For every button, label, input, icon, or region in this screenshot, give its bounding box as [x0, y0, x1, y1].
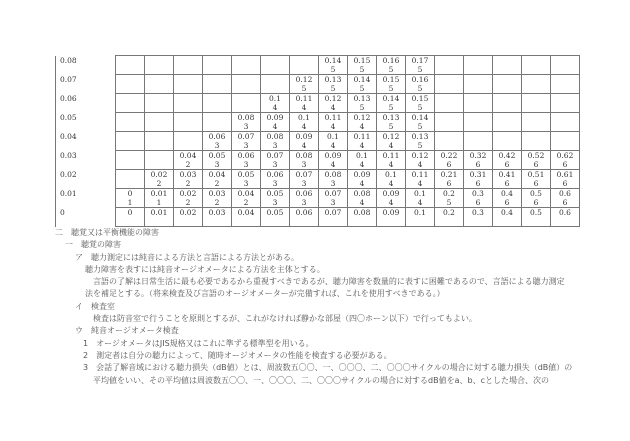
table-cell: 0.1 4 [319, 132, 348, 151]
table-cell: 0.09 4 [290, 132, 319, 151]
text-line: イ 検査室 [75, 301, 115, 311]
table-cell [493, 75, 522, 94]
row-label: 0.01 [56, 189, 116, 208]
table-cell: 0.07 3 [290, 170, 319, 189]
table-cell: 0.42 6 [493, 151, 522, 170]
table-cell [174, 75, 203, 94]
table-row [56, 151, 580, 170]
table-cell: 0.1 4 [261, 94, 290, 113]
table-cell [435, 94, 464, 113]
table-cell: 0.08 3 [319, 170, 348, 189]
table-cell [145, 94, 174, 113]
table-cell [522, 94, 551, 113]
table-cell [551, 75, 580, 94]
table-cell [174, 113, 203, 132]
table-cell: 0.22 6 [435, 151, 464, 170]
table-cell: 0.1 4 [290, 113, 319, 132]
table-cell: 0.13 5 [377, 113, 406, 132]
table-cell [464, 94, 493, 113]
row-label: 0.03 [56, 151, 116, 170]
table-cell [145, 56, 174, 75]
table-cell: 0.07 3 [261, 151, 290, 170]
text-line: 2 測定者は自分の聴力によって、随時オージオメータの性能を検査する必要がある。 [83, 350, 392, 360]
table-cell [493, 56, 522, 75]
table-cell [464, 132, 493, 151]
table-cell: 0.14 5 [319, 56, 348, 75]
table-cell [116, 170, 145, 189]
table-cell: 0.61 6 [551, 170, 580, 189]
table-cell [551, 113, 580, 132]
table-row [56, 170, 580, 189]
table-cell [116, 56, 145, 75]
row-label: 0.04 [56, 132, 116, 151]
text-line: 聴力障害を表すには純音オージオメータによる方法を主体とする。 [85, 264, 325, 274]
table-cell: 0.51 6 [522, 170, 551, 189]
table-cell: 0.06 [290, 208, 319, 227]
table-cell: 0.09 4 [319, 151, 348, 170]
row-label: 0.06 [56, 94, 116, 113]
table-cell: 0.12 4 [406, 151, 435, 170]
table-cell: 0.06 3 [261, 170, 290, 189]
row-label: 0.07 [56, 75, 116, 94]
table-cell: 0.01 1 [145, 189, 174, 208]
table-cell [232, 75, 261, 94]
table-cell: 0.04 2 [232, 189, 261, 208]
table-cell [522, 132, 551, 151]
table-cell: 0.1 4 [377, 170, 406, 189]
table-cell: 0.41 6 [493, 170, 522, 189]
table-cell: 0.02 2 [174, 189, 203, 208]
table-cell: 0.01 [145, 208, 174, 227]
text-line: ウ 純音オージオメータ検査 [75, 326, 179, 336]
table-cell [203, 75, 232, 94]
table-cell: 0.09 [377, 208, 406, 227]
table-cell [464, 75, 493, 94]
table-cell [464, 113, 493, 132]
table-cell [116, 94, 145, 113]
table-cell: 0.11 4 [377, 151, 406, 170]
row-label: 0.02 [56, 170, 116, 189]
table-cell: 0.14 5 [406, 113, 435, 132]
table-cell: 0.02 2 [145, 170, 174, 189]
table-cell: 0.06 3 [290, 189, 319, 208]
table-cell [203, 94, 232, 113]
table-cell [116, 132, 145, 151]
table-cell [522, 56, 551, 75]
table-cell: 0.04 2 [174, 151, 203, 170]
table-cell: 0.11 4 [406, 170, 435, 189]
table-cell: 0.05 3 [203, 151, 232, 170]
table-cell: 0.09 4 [377, 189, 406, 208]
text-line: 一 聴覚の障害 [65, 240, 121, 250]
table-cell [290, 56, 319, 75]
text-line: 3 会話了解音域における聴力損失（dB値）とは、周波数五〇〇、一、〇〇〇、二、〇〇〇サイクルの場合に対する聴力損失（dB値）の [83, 363, 573, 373]
table-cell [261, 56, 290, 75]
table-cell: 0.14 5 [377, 94, 406, 113]
row-label: 0.05 [56, 113, 116, 132]
table-row [56, 208, 580, 227]
table-cell: 0.03 [203, 208, 232, 227]
table-cell [522, 113, 551, 132]
table-cell: 0.31 6 [464, 170, 493, 189]
table-cell: 0.06 3 [232, 151, 261, 170]
table-cell: 0.15 5 [348, 56, 377, 75]
table-cell: 0.15 5 [377, 75, 406, 94]
table-cell: 0.6 [551, 208, 580, 227]
table-cell: 0.06 3 [203, 132, 232, 151]
table-cell: 0.11 4 [290, 94, 319, 113]
table-cell: 0.07 3 [232, 132, 261, 151]
table-cell: 0.03 2 [203, 189, 232, 208]
text-line: 平均値をいい、その平均値は周波数五〇〇、一、〇〇〇、二、〇〇〇サイクルの場合に対するdB値をa、b、cとした場合、次の [93, 375, 549, 385]
table-row [56, 113, 580, 132]
table-cell: 0.07 [319, 208, 348, 227]
table-cell: 0.52 6 [522, 151, 551, 170]
table-cell: 0.11 4 [319, 113, 348, 132]
row-label: 0 [56, 208, 116, 227]
table-cell: 0.03 2 [174, 170, 203, 189]
table-cell: 0.62 6 [551, 151, 580, 170]
row-label: 0.08 [56, 56, 116, 75]
table-cell: 0.04 2 [203, 170, 232, 189]
table-cell [174, 56, 203, 75]
table-cell: 0.08 3 [261, 132, 290, 151]
table-cell: 0.13 5 [319, 75, 348, 94]
table-cell: 0.4 6 [493, 189, 522, 208]
table-cell: 0.21 6 [435, 170, 464, 189]
table-cell [493, 94, 522, 113]
text-line: 法を補足とする。（将来検査及び言語のオージオメーターが完備すれば、これを使用すべきである。） [85, 289, 445, 299]
table-cell [435, 75, 464, 94]
table-cell: 0 1 [116, 189, 145, 208]
table-cell: 0.6 6 [551, 189, 580, 208]
document-body [55, 227, 572, 387]
table-cell [435, 113, 464, 132]
table-cell: 0.5 6 [522, 189, 551, 208]
table-cell: 0.13 5 [406, 132, 435, 151]
table-row [56, 75, 580, 94]
table-cell [435, 56, 464, 75]
table-cell: 0.05 3 [232, 170, 261, 189]
table-cell [493, 113, 522, 132]
table-cell: 0.1 4 [348, 151, 377, 170]
text-line: 言語の了解は日常生活に最も必要であるから重視すべきであるが、聴力障害を数量的に表すに困難であるので、言語による聴力測定 [93, 277, 565, 287]
table-cell [232, 56, 261, 75]
table-cell [174, 94, 203, 113]
text-line: 二 聴覚又は平衡機能の障害 [55, 228, 159, 237]
table-cell: 0.13 5 [348, 94, 377, 113]
table-cell: 0.12 5 [290, 75, 319, 94]
table-cell [551, 132, 580, 151]
table-cell [203, 56, 232, 75]
table-cell: 0.09 4 [261, 113, 290, 132]
table-cell: 0.08 [348, 208, 377, 227]
table-cell [145, 113, 174, 132]
table-cell: 0.17 5 [406, 56, 435, 75]
table-cell: 0.11 4 [348, 132, 377, 151]
table-cell [174, 132, 203, 151]
table-row [56, 56, 580, 75]
table-cell: 0.32 6 [464, 151, 493, 170]
table-cell [145, 151, 174, 170]
table-cell: 0.12 4 [319, 94, 348, 113]
table-cell: 0.12 4 [348, 113, 377, 132]
table-cell: 0.08 3 [232, 113, 261, 132]
table-cell [493, 132, 522, 151]
table-cell: 0.12 4 [377, 132, 406, 151]
table-cell: 0.3 [464, 208, 493, 227]
table-cell: 0.16 5 [406, 75, 435, 94]
table-cell: 0.2 [435, 208, 464, 227]
table-cell [116, 113, 145, 132]
hearing-value-table [55, 55, 580, 227]
table-cell: 0.5 [522, 208, 551, 227]
table-row [56, 132, 580, 151]
table-cell: 0.07 3 [319, 189, 348, 208]
table-cell: 0.4 [493, 208, 522, 227]
table-cell [145, 75, 174, 94]
table-cell: 0.05 [261, 208, 290, 227]
table-cell: 0.02 [174, 208, 203, 227]
table-cell: 0 [116, 208, 145, 227]
table-cell [551, 56, 580, 75]
table-cell [522, 75, 551, 94]
table-cell: 0.2 5 [435, 189, 464, 208]
table-cell [145, 132, 174, 151]
table-cell [116, 151, 145, 170]
table-row [56, 189, 580, 208]
text-line: 1 オージオメータはJIS規格又はこれに準ずる標準型を用いる。 [83, 338, 314, 348]
table-cell: 0.3 6 [464, 189, 493, 208]
table-cell: 0.1 4 [406, 189, 435, 208]
table-row [56, 94, 580, 113]
table-cell [116, 75, 145, 94]
table-cell [261, 75, 290, 94]
table-cell: 0.16 5 [377, 56, 406, 75]
table-cell: 0.14 5 [348, 75, 377, 94]
table-cell: 0.15 5 [406, 94, 435, 113]
table-cell: 0.09 4 [348, 170, 377, 189]
table-cell: 0.05 3 [261, 189, 290, 208]
table-cell [464, 56, 493, 75]
table-cell [435, 132, 464, 151]
table-cell: 0.1 [406, 208, 435, 227]
table-cell: 0.08 3 [290, 151, 319, 170]
text-line: 検査は防音室で行うことを原則とするが、これがなければ静かな部屋（四〇ホーン以下）で行ってもよい。 [93, 314, 477, 324]
table-cell [551, 94, 580, 113]
table-cell: 0.08 4 [348, 189, 377, 208]
table-cell: 0.04 [232, 208, 261, 227]
table-cell [203, 113, 232, 132]
text-line: ア 聴力測定には純音による方法と言語による方法とがある。 [75, 252, 299, 262]
table-cell [232, 94, 261, 113]
